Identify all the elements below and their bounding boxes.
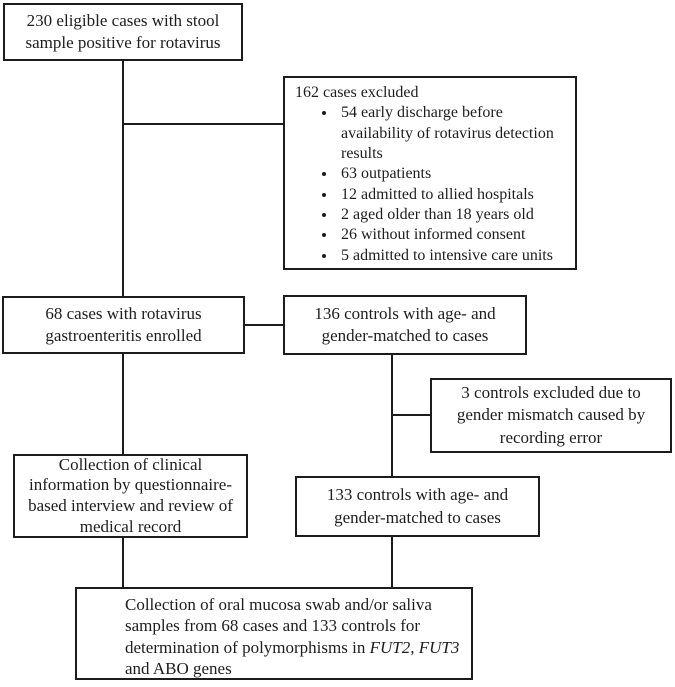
box-cases-excluded-title: 162 cases excluded xyxy=(295,84,419,101)
connector-to-cases-excluded xyxy=(123,123,283,125)
connector-clinical-to-sample xyxy=(122,538,124,587)
box-controls-excluded-text: 3 controls excluded due to gender mismatch caused by recording error xyxy=(456,382,646,447)
connector-enrolled-to-clinical xyxy=(122,354,124,454)
connector-eligible-to-enrolled xyxy=(122,61,124,296)
excluded-item: • 54 early discharge before availability of rotavirus detection results xyxy=(337,103,565,164)
sample-collection-text-part1: Collection of oral mucosa swab and/or saliva samples from 68 cases and 133 controls for determination of polymorphisms in xyxy=(125,595,432,657)
connector-controls133-to-sample xyxy=(391,537,393,587)
gene-name-fut2: FUT2 xyxy=(369,637,411,657)
box-clinical-collection xyxy=(13,454,248,538)
box-controls-matched-133 xyxy=(295,476,540,537)
box-cases-excluded xyxy=(283,76,577,270)
box-controls-matched-136-text: 136 controls with age- and gender-matched to cases xyxy=(314,303,496,345)
excluded-item: • 5 admitted to intensive care units xyxy=(337,246,565,266)
gene-separator: , xyxy=(410,637,419,657)
excluded-item: • 12 admitted to allied hospitals xyxy=(337,185,565,205)
box-controls-matched-136 xyxy=(283,295,527,355)
connector-enrolled-to-controls xyxy=(245,324,283,326)
box-eligible-cases-text: 230 eligible cases with stool sample positive for rotavirus xyxy=(25,10,221,52)
excluded-item: • 2 aged older than 18 years old xyxy=(337,205,565,225)
gene-name-fut3: FUT3 xyxy=(418,637,460,657)
box-cases-enrolled xyxy=(2,296,245,354)
box-eligible-cases xyxy=(3,3,243,61)
box-clinical-collection-text: Collection of clinical information by questionnaire-based interview and review of medical record xyxy=(28,454,233,536)
cases-excluded-list xyxy=(295,103,565,266)
sample-collection-text-part2: and ABO genes xyxy=(125,658,232,678)
connector-to-controls-excluded xyxy=(392,414,430,416)
box-sample-collection xyxy=(75,587,473,680)
excluded-item: • 63 outpatients xyxy=(337,164,565,184)
box-cases-enrolled-text: 68 cases with rotavirus gastroenteritis enrolled xyxy=(45,303,202,345)
box-controls-matched-133-text: 133 controls with age- and gender-matched to cases xyxy=(326,485,509,527)
box-controls-excluded xyxy=(430,378,672,453)
excluded-item: • 26 without informed consent xyxy=(337,225,565,245)
